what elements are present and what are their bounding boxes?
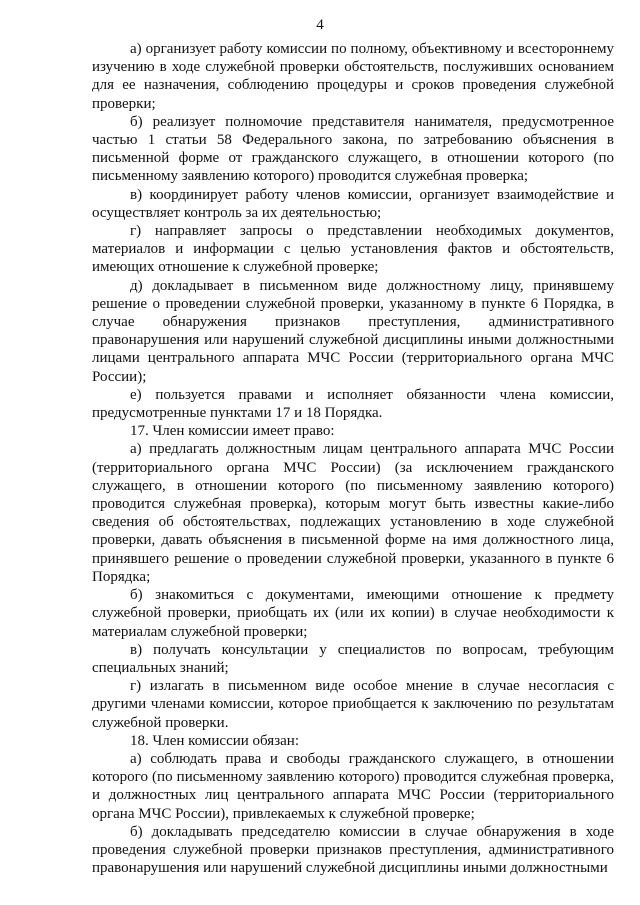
paragraph-17g: г) излагать в письменном виде особое мнение в случае несогласия с другими членами комиссии, которое приобщается к заключению по результатам служебной проверки.	[92, 678, 614, 731]
paragraph-16v: в) координирует работу членов комиссии, организует взаимодействие и осуществляет контроль за их деятельностью;	[92, 186, 614, 221]
document-body	[92, 40, 614, 877]
page-number: 4	[316, 17, 324, 33]
paragraph-17v: в) получать консультации у специалистов по вопросам, требующим специальных знаний;	[92, 641, 614, 676]
section-heading-18: 18. Член комиссии обязан:	[130, 732, 299, 749]
section-heading-17: 17. Член комиссии имеет право:	[130, 423, 335, 440]
paragraph-16d: д) докладывает в письменном виде должностному лицу, принявшему решение о проведении служебной проверки, указанному в пункте 6 Порядка, в случае обнаружения признаков преступления, административного правонарушения или нарушений служебной дисциплины иными должностными лицами центрального аппарата МЧС России (территориального органа МЧС России);	[92, 277, 614, 385]
paragraph-18a: а) соблюдать права и свободы гражданского служащего, в отношении которого (по письменному заявлению которого) проводится служебная проверка, и должностных лиц центрального аппарата МЧС России (территориального органа МЧС России), привлекаемых к служебной проверке;	[92, 750, 614, 822]
paragraph-16g: г) направляет запросы о представлении необходимых документов, материалов и информации с целью установления фактов и обстоятельств, имеющих отношение к служебной проверке;	[92, 223, 614, 276]
paragraph-16a: а) организует работу комиссии по полному, объективному и всестороннему изучению в ходе служебной проверки обстоятельств, послуживших основанием для ее назначения, соблюдению процедуры и сроков проведения служебной проверки;	[92, 41, 614, 112]
paragraph-17a: а) предлагать должностным лицам центрального аппарата МЧС России (территориального органа МЧС России) (за исключением гражданского служащего, в отношении которого (по письменному заявлению которого) проводится служебная проверка), которым могут быть известны какие-либо сведения об обстоятельствах, подлежащих установлению в ходе служебной проверки, давать объяснения в письменной форме на имя должностного лица, принявшего решение о проведении служебной проверки, указанного в пункте 6 Порядка;	[92, 441, 614, 585]
paragraph-18b: б) докладывать председателю комиссии в случае обнаружения в ходе проведения служебной проверки признаков преступления, административного правонарушения или нарушений служебной дисциплины иными должностными	[92, 823, 614, 877]
paragraph-16e: е) пользуется правами и исполняет обязанности члена комиссии, предусмотренные пунктами 17 и 18 Порядка.	[92, 386, 614, 422]
paragraph-16b: б) реализует полномочие представителя нанимателя, предусмотренное частью 1 статьи 58 Федерального закона, по затребованию объяснения в письменной форме от гражданского служащего, в отношении которого (по письменному заявлению которого) проводится служебная проверка;	[92, 113, 614, 185]
paragraph-17b: б) знакомиться с документами, имеющими отношение к предмету служебной проверки, приобщать их (или их копии) в случае необходимости к материалам служебной проверки;	[92, 587, 614, 640]
